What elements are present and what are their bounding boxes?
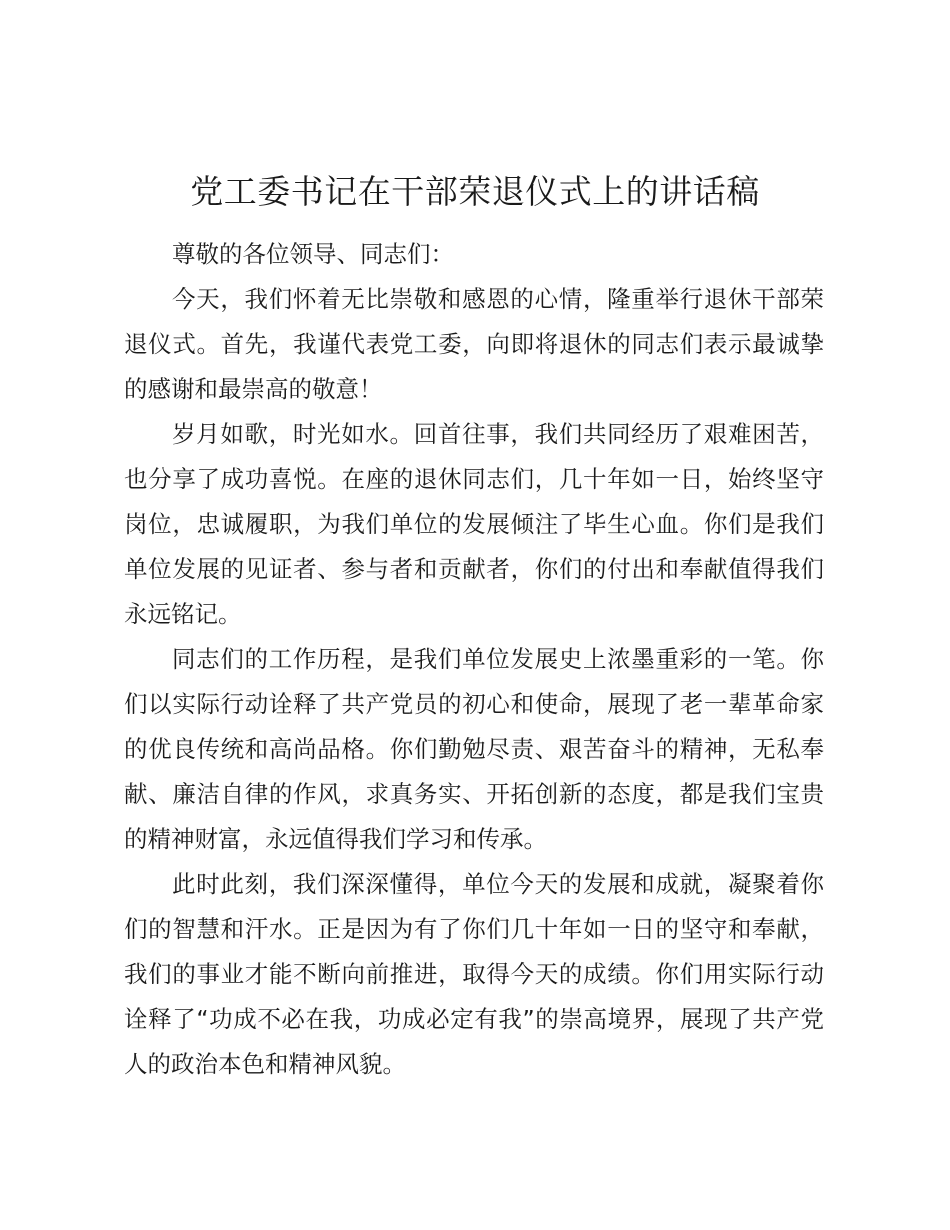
- document-body: [124, 232, 824, 1087]
- paragraph-retrospect: 岁月如歌，时光如水。回首往事，我们共同经历了艰难困苦，也分享了成功喜悦。在座的退休同志们，几十年如一日，始终坚守岗位，忠诚履职，为我们单位的发展倾注了毕生心血。你们是我们单位发展的见证者、参与者和贡献者，你们的付出和奉献值得我们永远铭记。: [124, 420, 824, 628]
- paragraph-work-history: 同志们的工作历程，是我们单位发展史上浓墨重彩的一笔。你们以实际行动诠释了共产党员的初心和使命，展现了老一辈革命家的优良传统和高尚品格。你们勤勉尽责、艰苦奋斗的精神，无私奉献、廉洁自律的作风，求真务实、开拓创新的态度，都是我们宝贵的精神财富，永远值得我们学习和传承。: [124, 645, 824, 853]
- paragraph-opening: 今天，我们怀着无比崇敬和感恩的心情，隆重举行退休干部荣退仪式。首先，我谨代表党工委，向即将退休的同志们表示最诚挚的感谢和最崇高的敬意！: [124, 285, 824, 403]
- document-title: 党工委书记在干部荣退仪式上的讲话稿: [190, 172, 760, 211]
- paragraph-gratitude: 此时此刻，我们深深懂得，单位今天的发展和成就，凝聚着你们的智慧和汗水。正是因为有了你们几十年如一日的坚守和奉献，我们的事业才能不断向前推进，取得今天的成绩。你们用实际行动诠释了“功成不必在我，功成必定有我”的崇高境界，展现了共产党人的政治本色和精神风貌。: [124, 870, 824, 1078]
- paragraph-salutation: 尊敬的各位领导、同志们：: [172, 240, 454, 268]
